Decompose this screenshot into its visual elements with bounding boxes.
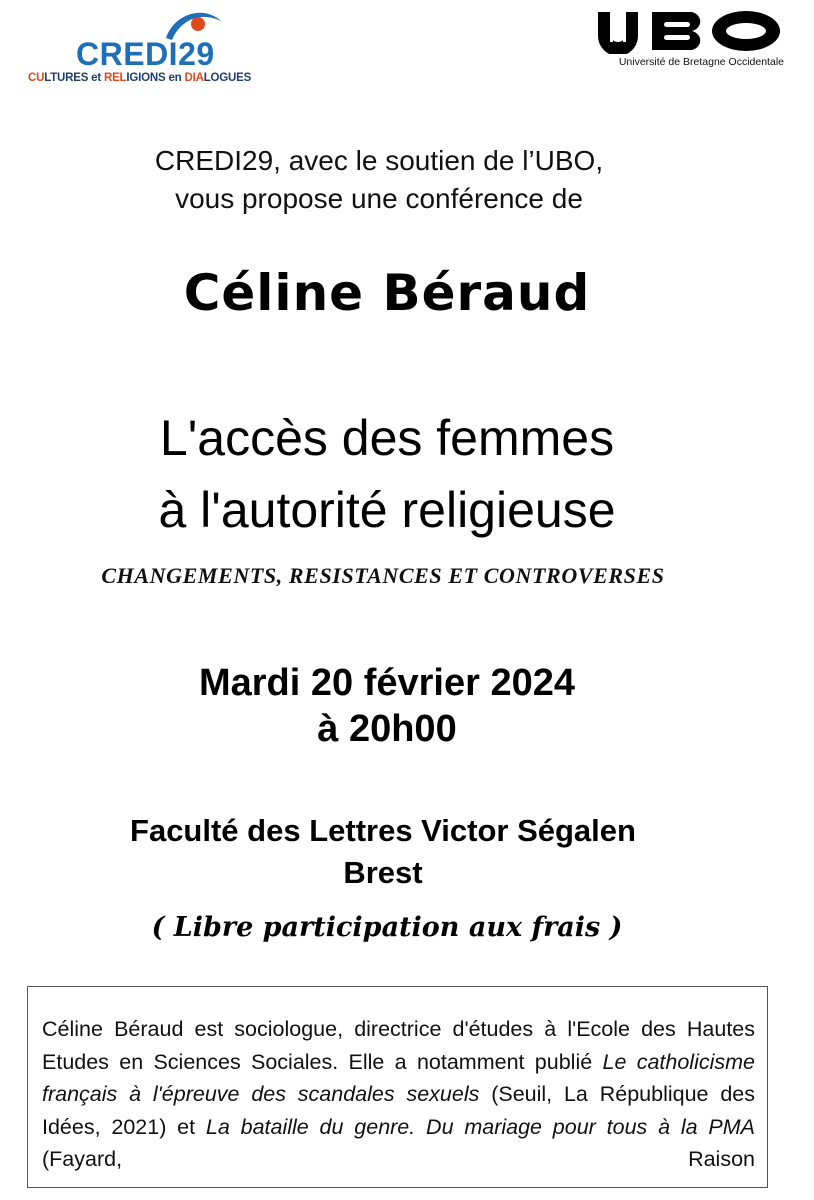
credi29-logo — [28, 6, 278, 86]
event-time: à 20h00 — [317, 708, 457, 750]
intro-line-1: CREDI29, avec le soutien de l’UBO, — [154, 145, 604, 176]
conference-title — [0, 402, 794, 546]
bio-book-2: La bataille du genre. Du mariage pour tous à la PMA — [205, 1114, 755, 1139]
speaker-bio-text: Céline Béraud est sociologue, directrice d'études à l'Ecole des Hautes Etudes en Sciences Sociales. Elle a notamment publié Le catholicisme français à l'épreuve des scandales sexuels (Seuil, La République des Idées, 2021) et La bataille du genre. Du mariage pour tous à la PMA (Fayard, Raison — [42, 1017, 755, 1171]
ubo-wordmark-icon — [596, 8, 784, 54]
intro-line-2: vous propose une conférence de — [175, 183, 583, 214]
ubo-logo — [584, 8, 784, 72]
event-venue — [0, 810, 790, 894]
event-day: Mardi 20 février 2024 — [198, 662, 575, 704]
title-line-1: L'accès des femmes — [159, 410, 615, 466]
speaker-bio-box — [27, 986, 768, 1188]
conference-subtitle: CHANGEMENTS, RESISTANCES ET CONTROVERSES — [101, 563, 665, 588]
bio-book-1: Le catholicisme français à l'épreuve des scandales sexuels — [42, 1049, 755, 1106]
credi29-wordmark: CREDI29 — [76, 36, 215, 72]
venue-line-2: Brest — [343, 855, 423, 890]
speaker-name: Céline Béraud — [183, 264, 591, 322]
credi29-tagline: CULTURES et RELIGIONS en DIALOGUES — [28, 72, 252, 84]
intro-text — [0, 142, 786, 218]
title-line-2: à l'autorité religieuse — [158, 482, 616, 538]
fees-note: ( Libre participation aux frais ) — [151, 912, 623, 943]
event-date — [0, 660, 794, 752]
venue-line-1: Faculté des Lettres Victor Ségalen — [130, 813, 636, 848]
ubo-subtitle: Université de Bretagne Occidentale — [618, 56, 784, 68]
